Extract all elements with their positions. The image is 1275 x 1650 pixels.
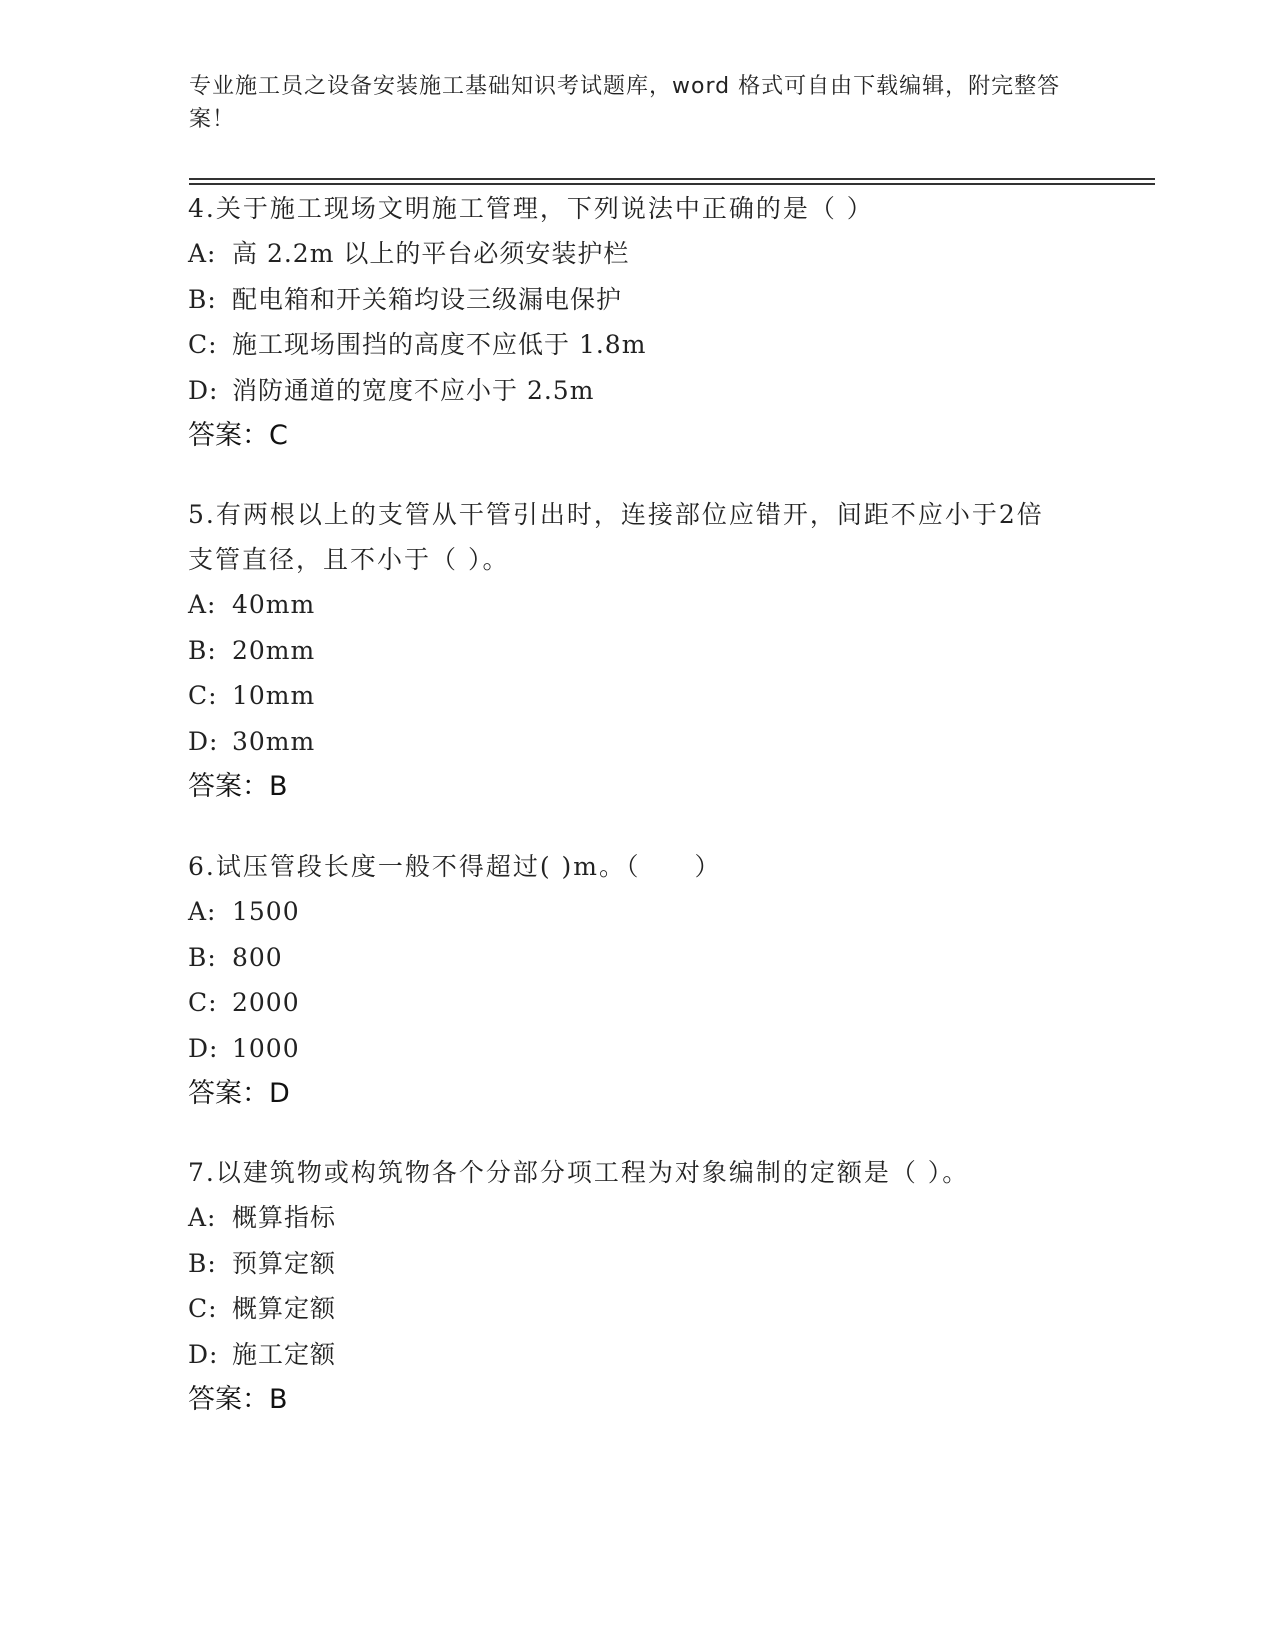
option-b — [188, 935, 1068, 981]
option-b — [188, 628, 1068, 674]
answer-line: 答案：B — [188, 771, 288, 802]
option-text: 800 — [232, 942, 283, 972]
option-text: 20mm — [232, 635, 316, 665]
option-text: 消防通道的宽度不应小于 2.5m — [232, 375, 595, 405]
option-key: C: — [188, 988, 218, 1017]
option-a — [188, 582, 1068, 628]
option-b — [188, 1241, 1068, 1287]
option-key: D: — [188, 375, 219, 405]
option-text: 概算定额 — [232, 1294, 337, 1323]
option-text: 40mm — [232, 590, 316, 619]
option-text: 30mm — [232, 726, 316, 756]
option-key: B: — [188, 1248, 217, 1278]
option-key: B: — [188, 635, 217, 665]
option-d — [188, 719, 1068, 765]
header-divider-bottom — [189, 183, 1155, 185]
option-key: D: — [188, 726, 219, 756]
option-b — [188, 277, 1068, 323]
answer-line: 答案：B — [188, 1384, 288, 1415]
question-stem: 7.以建筑物或构筑物各个分部分项工程为对象编制的定额是（ ）。 — [188, 1158, 970, 1187]
question-6 — [188, 844, 1068, 1117]
option-key: A: — [188, 239, 217, 268]
option-d — [188, 368, 1068, 414]
option-key: D: — [188, 1033, 219, 1063]
option-text: 概算指标 — [232, 1203, 337, 1232]
option-a — [188, 1195, 1068, 1241]
option-text: 10mm — [232, 681, 316, 710]
option-a — [188, 889, 1068, 935]
document-header: 专业施工员之设备安装施工基础知识考试题库，word 格式可自由下载编辑，附完整答案！ — [189, 74, 1061, 132]
question-5 — [188, 492, 1068, 810]
option-d — [188, 1332, 1068, 1378]
option-d — [188, 1026, 1068, 1072]
answer-line: 答案：D — [188, 1078, 290, 1109]
header-divider-top — [189, 178, 1155, 180]
question-4 — [188, 186, 1068, 459]
option-text: 2000 — [232, 988, 300, 1017]
option-c — [188, 322, 1068, 368]
option-text: 配电箱和开关箱均设三级漏电保护 — [232, 284, 623, 314]
option-key: C: — [188, 1294, 218, 1323]
question-7 — [188, 1150, 1068, 1423]
option-key: B: — [188, 284, 217, 314]
question-stem: 5.有两根以上的支管从干管引出时，连接部位应错开，间距不应小于2倍支管直径，且不小于（ ）。 — [188, 500, 1044, 574]
option-key: C: — [188, 330, 218, 359]
option-key: C: — [188, 681, 218, 710]
option-key: D: — [188, 1339, 219, 1369]
option-c — [188, 1286, 1068, 1332]
option-key: A: — [188, 1203, 217, 1232]
option-text: 预算定额 — [232, 1248, 337, 1278]
option-text: 施工定额 — [232, 1339, 337, 1369]
option-text: 1000 — [232, 1033, 300, 1063]
option-text: 施工现场围挡的高度不应低于 1.8m — [232, 330, 647, 359]
option-text: 高 2.2m 以上的平台必须安装护栏 — [232, 239, 630, 268]
option-key: A: — [188, 897, 217, 926]
answer-line: 答案：C — [188, 420, 288, 451]
option-key: B: — [188, 942, 217, 972]
question-stem: 6.试压管段长度一般不得超过( )m。（ ） — [188, 852, 722, 881]
question-stem: 4.关于施工现场文明施工管理，下列说法中正确的是（ ） — [188, 194, 874, 223]
option-c — [188, 980, 1068, 1026]
option-a — [188, 231, 1068, 277]
option-text: 1500 — [232, 897, 300, 926]
option-key: A: — [188, 590, 217, 619]
option-c — [188, 673, 1068, 719]
